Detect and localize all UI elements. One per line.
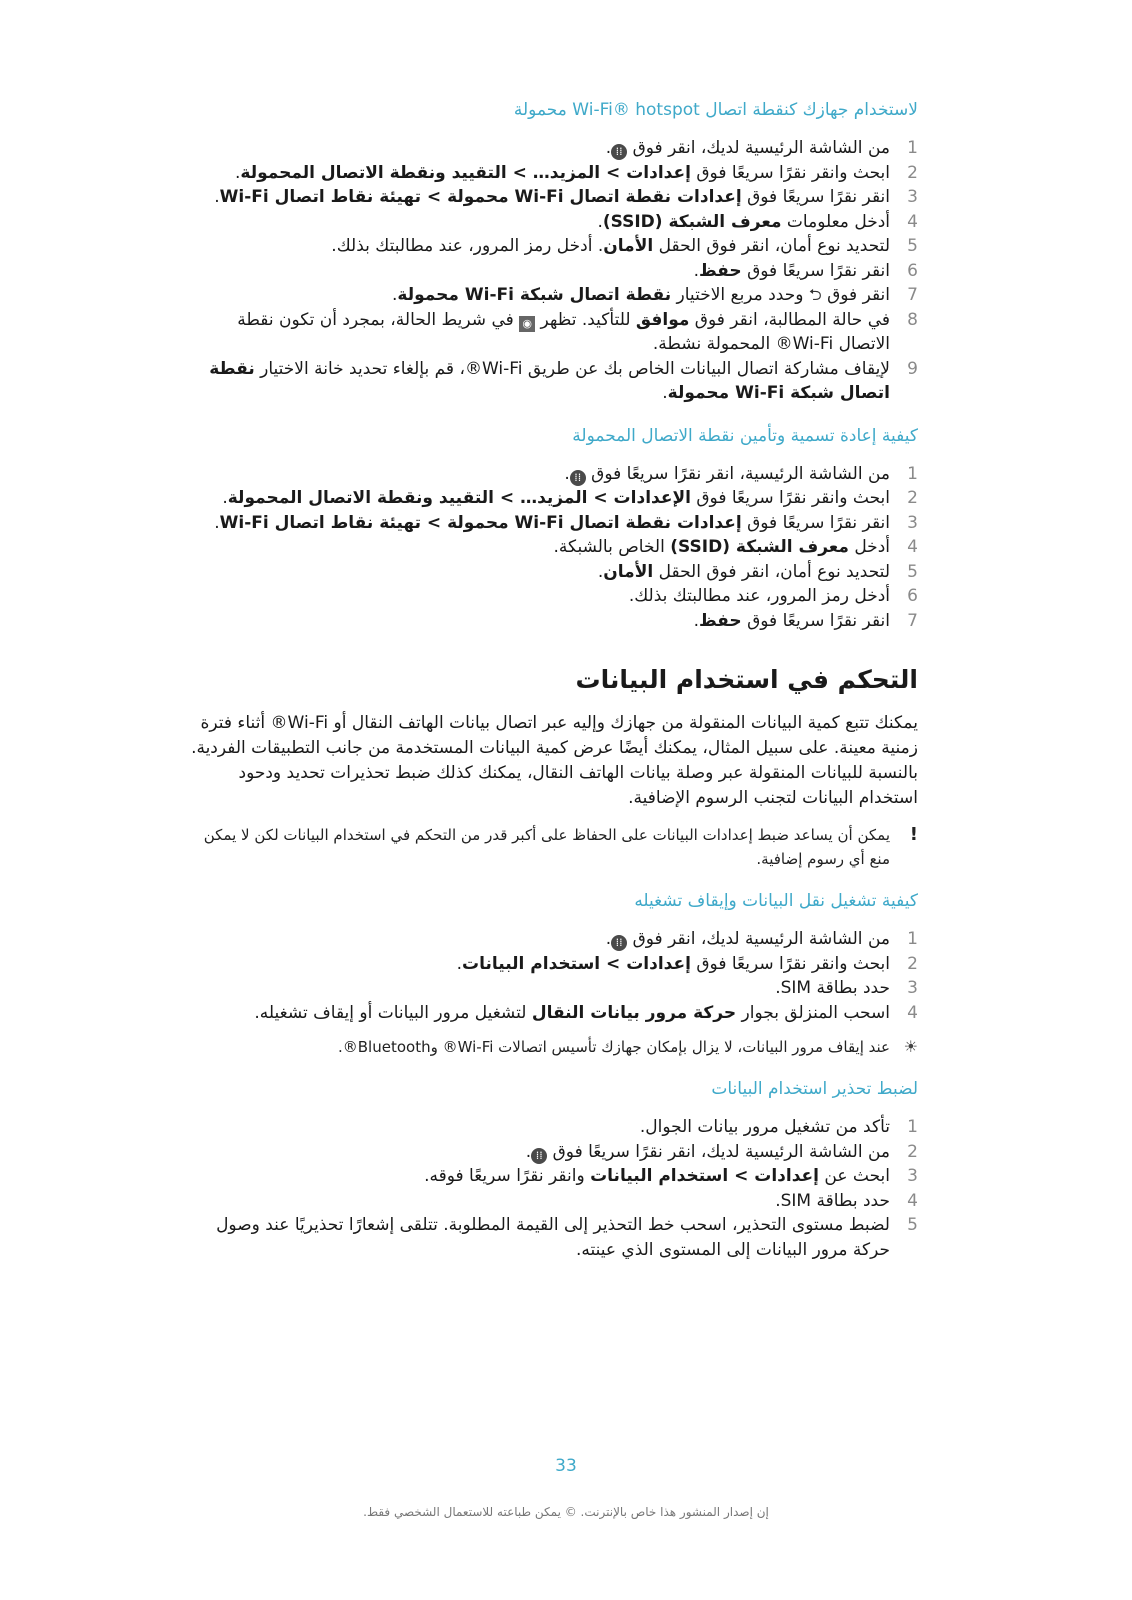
step-number: 1: [907, 1117, 918, 1137]
step: 6 أدخل رمز المرور، عند مطالبتك بذلك.: [190, 584, 918, 609]
step: 2 من الشاشة الرئيسية لديك، انقر نقرًا سريعًا فوق ⁞⁞.: [190, 1140, 918, 1165]
step: 1 من الشاشة الرئيسية لديك، انقر فوق ⁞⁞.: [190, 927, 918, 952]
step-number: 6: [907, 260, 918, 281]
exclamation-icon: !: [909, 824, 918, 845]
tip-box: [190, 1035, 918, 1059]
apps-grid-icon: ⁞⁞: [611, 144, 627, 160]
section-heading-hotspot: لاستخدام جهازك كنقطة اتصال Wi-Fi® hotspot محمولة: [513, 100, 918, 120]
lightbulb-icon: ☀: [903, 1037, 918, 1056]
note-text: يمكن أن يساعد ضبط إعدادات البيانات على الحفاظ على أكبر قدر من التحكم في استخدام البيانات لكن لا يمكن منع أي رسوم إضافية.: [203, 826, 890, 868]
step-number: 5: [907, 561, 918, 582]
step: 1 من الشاشة الرئيسية، انقر نقرًا سريعًا فوق ⁞⁞.: [190, 462, 918, 487]
step: 4 اسحب المنزلق بجوار حركة مرور بيانات النقال لتشغيل مرور البيانات أو إيقاف تشغيله.: [190, 1001, 918, 1026]
step-number: 6: [907, 586, 918, 606]
section-heading-data-warning: لضبط تحذير استخدام البيانات: [711, 1079, 918, 1099]
step-number: 3: [907, 978, 918, 998]
step: 5 لتحديد نوع أمان، انقر فوق الحقل الأمان. أدخل رمز المرور، عند مطالبتك بذلك.: [190, 234, 918, 259]
step: 3 انقر نقرًا سريعًا فوق إعدادات نقطة اتصال Wi-Fi محمولة > تهيئة نقاط اتصال Wi-Fi.: [190, 185, 918, 210]
step: 1 تأكد من تشغيل مرور بيانات الجوال.: [190, 1115, 918, 1140]
section-heading-data-transfer: كيفية تشغيل نقل البيانات وإيقاف تشغيله: [634, 891, 918, 911]
step-number: 9: [907, 358, 918, 379]
step: 2 ابحث وانقر نقرًا سريعًا فوق الإعدادات > المزيد… > التقييد ونقطة الاتصال المحمولة.: [190, 486, 918, 511]
step: 7 انقر نقرًا سريعًا فوق حفظ.: [190, 609, 918, 634]
wifi-hotspot-status-icon: ◉: [519, 316, 535, 332]
note-box: [190, 823, 918, 871]
step: 9 لإيقاف مشاركة اتصال البيانات الخاص بك عن طريق Wi-Fi®، قم بإلغاء تحديد خانة الاختيار نقطة اتصال شبكة Wi-Fi محمولة.: [209, 358, 918, 403]
tip-text: عند إيقاف مرور البيانات، لا يزال بإمكان جهازك تأسيس اتصالات Wi-Fi® وBluetooth®.: [337, 1038, 890, 1056]
step-number: 4: [907, 211, 918, 232]
step: 7 انقر فوق ⮌ وحدد مربع الاختيار نقطة اتصال شبكة Wi-Fi محمولة.: [190, 283, 918, 308]
step-number: 3: [907, 512, 918, 533]
step: 4 أدخل معلومات معرف الشبكة (SSID).: [190, 210, 918, 235]
step-number: 4: [907, 1002, 918, 1023]
step-number: 5: [907, 236, 918, 256]
step-number: 8: [907, 309, 918, 330]
step: 1 من الشاشة الرئيسية لديك، انقر فوق ⁞⁞.: [190, 136, 918, 161]
step: 4 حدد بطاقة SIM.: [190, 1189, 918, 1214]
step: 5 لضبط مستوى التحذير، اسحب خط التحذير إلى القيمة المطلوبة. تتلقى إشعارًا تحذيريًا عند وصول حركة مرور البيانات إلى المستوى الذي عينته.: [216, 1215, 918, 1260]
page-number: 33: [555, 1456, 577, 1476]
apps-grid-icon: ⁞⁞: [570, 470, 586, 486]
page-title: التحكم في استخدام البيانات: [575, 665, 918, 694]
step-number: 7: [907, 285, 918, 305]
step: 3 حدد بطاقة SIM.: [190, 976, 918, 1001]
step-number: 2: [907, 953, 918, 974]
step-number: 1: [907, 929, 918, 949]
step-number: 2: [907, 488, 918, 508]
step-number: 2: [907, 1141, 918, 1162]
step-number: 3: [907, 1166, 918, 1186]
step: 2 ابحث وانقر نقرًا سريعًا فوق إعدادات > استخدام البيانات.: [190, 952, 918, 977]
apps-grid-icon: ⁞⁞: [531, 1148, 547, 1164]
step: 2 ابحث وانقر نقرًا سريعًا فوق إعدادات > المزيد… > التقييد ونقطة الاتصال المحمولة.: [190, 161, 918, 186]
step-number: 4: [907, 537, 918, 557]
page-content: [190, 98, 918, 1262]
back-arrow-icon: ⮌: [808, 285, 822, 304]
section-heading-rename-hotspot: كيفية إعادة تسمية وتأمين نقطة الاتصال المحمولة: [572, 425, 918, 446]
step: 4 أدخل معرف الشبكة (SSID) الخاص بالشبكة.: [190, 535, 918, 560]
step-number: 1: [907, 138, 918, 158]
intro-paragraph: يمكنك تتبع كمية البيانات المنقولة من جهازك وإليه عبر اتصال بيانات الهاتف النقال أو Wi-Fi® أثناء فترة زمنية معينة. على سبيل المثال، يمكنك أيضًا عرض كمية البيانات المستخدمة من جانب التطبيقات الفردية. بالنسبة للبيانات المنقولة عبر وصلة بيانات الهاتف النقال، يمكنك كذلك ضبط تحذيرات تحديد ودحود استخدام البيانات لتجنب الرسوم الإضافية.: [191, 713, 918, 808]
step-number: 2: [907, 162, 918, 183]
step: 3 انقر نقرًا سريعًا فوق إعدادات نقطة اتصال Wi-Fi محمولة > تهيئة نقاط اتصال Wi-Fi.: [190, 511, 918, 536]
step-number: 7: [907, 610, 918, 631]
step: 5 لتحديد نوع أمان، انقر فوق الحقل الأمان.: [190, 560, 918, 585]
step-number: 5: [907, 1215, 918, 1235]
footer-note: إن إصدار المنشور هذا خاص بالإنترنت. © يمكن طباعته للاستعمال الشخصي فقط.: [363, 1505, 769, 1519]
step: 8 في حالة المطالبة، انقر فوق موافق للتأكيد. تظهر ◉ في شريط الحالة، بمجرد أن تكون نقطة الاتصال Wi-Fi® المحمولة نشطة.: [237, 309, 918, 354]
step-number: 4: [907, 1190, 918, 1211]
step-number: 1: [907, 463, 918, 484]
step-number: 3: [907, 187, 918, 207]
step: 3 ابحث عن إعدادات > استخدام البيانات وانقر نقرًا سريعًا فوقه.: [190, 1164, 918, 1189]
apps-grid-icon: ⁞⁞: [611, 935, 627, 951]
step: 6 انقر نقرًا سريعًا فوق حفظ.: [190, 259, 918, 284]
